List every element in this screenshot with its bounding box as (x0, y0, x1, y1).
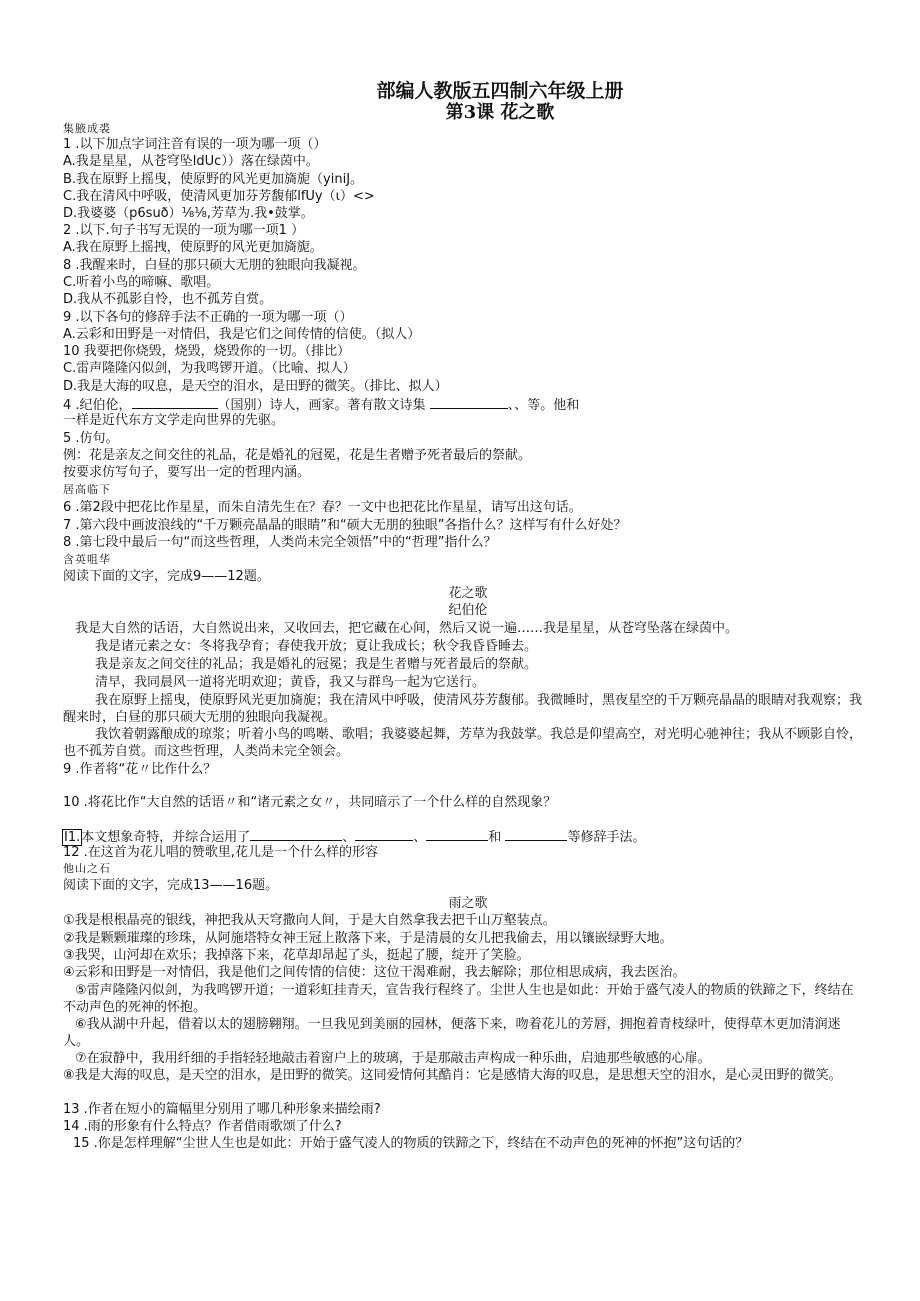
passage-2-paragraph-2: ②我是颗颗璀璨的珍珠，从阿施塔特女神王冠上散落下来，于是清晨的女儿把我偷去，用以镶嵌绿野大地。 (63, 931, 673, 946)
q11-number: I1. (64, 830, 81, 845)
passage-2-paragraph-3: ③我哭，山河却在欢乐；我掉落下来，花草却昂起了头，挺起了腰，绽开了笑脸。 (63, 948, 530, 963)
question-13: 13 .作者在短小的篇幅里分别用了哪几种形象来描绘雨? (63, 1102, 381, 1117)
question-1-option-d: D.我婆婆（p6suð）⅛⅛,芳草为.我•鼓掌。 (63, 206, 314, 221)
q11-text-b: 、 (342, 830, 356, 845)
passage-1-paragraph-5: 我在原野上摇曳，使原野风光更加旖旎；我在清风中呼吸，使清风芬芳馥郁。我微睡时，黑夜星空的千万颗亮晶晶的眼睛对我观察；我醒来时，白昼的那只硕大无朋的独眼向我凝视。 (63, 693, 863, 725)
question-6: 6 .第2段中把花比作星星，而朱自清先生在？春？一文中也把花比作星星，请写出这句话。 (63, 500, 582, 515)
passage-1-paragraph-4: 清早，我同晨风一道将光明欢迎；黄昏，我又与群鸟一起为它送行。 (95, 675, 486, 690)
question-1-option-c: C.我在清风中呼吸，使清风更加芬芳馥郁lfUy（ι）<> (63, 189, 375, 204)
q11-text-c: 、 (413, 830, 427, 845)
question-2-option-c: C.听着小鸟的啼嘛、歌唱。 (63, 275, 220, 290)
question-1-option-a: A.我是星星，从苍穹坠ldUc））落在绿茵中。 (63, 154, 319, 169)
question-5: 5 .仿句。 (63, 431, 119, 446)
question-5-instruction: 按要求仿写句子，要写出一定的哲理内涵。 (63, 465, 311, 480)
question-3-option-a: A.云彩和田野是一对情侣，我是它们之间传情的信使。（拟人） (63, 327, 421, 342)
question-5-example: 例：花是亲友之间交往的礼品，花是婚礼的冠冕，花是生者赠予死者最后的祭献。 (63, 448, 532, 463)
question-15: 15 .你是怎样理解“尘世人生也是如此：开始于盛气凌人的物质的铁蹄之下，终结在不动声色的死神的怀抱”这句话的？ (73, 1136, 749, 1151)
q11-text-a: 本文想象奇特，并综合运用了 (81, 830, 251, 845)
q4-text-a: 4 .纪伯伦， (63, 398, 132, 413)
page-title: 部编人教版五四制六年级上册 (376, 80, 624, 102)
q11-blank-3[interactable] (426, 828, 488, 841)
question-10: 10 .将花比作“大自然的话语〃和“诸元素之女〃，共同暗示了一个什么样的自然现象？ (63, 795, 557, 810)
q11-text-d: 和 (488, 830, 506, 845)
passage-1-paragraph-3: 我是亲友之间交往的礼品；我是婚礼的冠冕；我是生者赠与死者最后的祭献。 (95, 657, 538, 672)
question-3-option-b: 10 我要把你烧毁，烧毁，烧毁你的一切。（排比） (63, 344, 351, 359)
reading-instruction-2: 阅读下面的文字，完成13——16题。 (63, 878, 279, 893)
passage-2-paragraph-8: ⑧我是大海的叹息，是天空的泪水，是田野的微笑。这同爱情何其酷肖：它是感情大海的叹息，是思想天空的泪水，是心灵田野的微笑。 (63, 1068, 842, 1083)
passage-2-paragraph-7: ⑦在寂静中，我用纤细的手指轻轻地敲击着窗户上的玻璃，于是那敲击声构成一种乐曲，启迪那些敏感的心扉。 (75, 1051, 711, 1066)
section-heading-2: 居高临下 (63, 483, 111, 496)
question-2-option-d: D.我从不孤影自怜，也不孤芳自赏。 (63, 292, 273, 307)
q11-text-e: 等修辞手法。 (567, 830, 646, 845)
passage-2-paragraph-4: ④云彩和田野是一对情侣，我是他们之间传情的信使：这位干渴难耐，我去解除；那位相思成病，我去医治。 (63, 965, 686, 980)
question-2: 2 .以下.句子书写无误的一项为哪一项1 ） (63, 223, 305, 238)
passage-1-paragraph-2: 我是诸元素之女：冬将我孕育；春使我开放；夏让我成长；秋令我昏昏睡去。 (95, 639, 538, 654)
passage-1-paragraph-1: 我是大自然的话语，大自然说出来，又收回去，把它藏在心间，然后又说一遍……我是星星，从苍穹坠落在绿茵中。 (75, 621, 739, 636)
section-heading-4: 他山之石 (63, 862, 111, 875)
q4-text-c: 、、等。他和 (507, 398, 580, 413)
question-11 (63, 828, 645, 846)
q4-blank-1[interactable] (132, 396, 218, 409)
question-9: 9 .作者将“花〃比作什么？ (63, 762, 217, 777)
section-heading-1: 集腋成裘 (63, 122, 111, 135)
question-1: 1 .以下加点字词注音有误的一项为哪一项（） (63, 137, 327, 152)
q4-blank-2[interactable] (430, 396, 508, 409)
question-14: 14 .雨的形象有什么特点？作者借雨歌颂了什么? (63, 1119, 342, 1134)
passage-1-paragraph-6: 我饮着朝露酿成的琼浆；听着小鸟的鸣啭、歌唱；我婆婆起舞，芳草为我鼓掌。我总是仰望高空，对光明心驰神往；我从不顾影自怜，也不孤芳自赏。而这些哲理，人类尚未完全领会。 (63, 727, 863, 759)
section-heading-3: 含英咀华 (63, 553, 111, 566)
passage-2-paragraph-1: ①我是根根晶亮的银线，神把我从天穹撒向人间，于是大自然拿我去把千山万壑装点。 (63, 913, 556, 928)
question-2-option-a: A.我在原野上摇拽，使原野的风光更加旖旎。 (63, 240, 323, 255)
passage-1-title: 花之歌 (448, 586, 488, 601)
passage-2-title: 雨之歌 (448, 896, 488, 911)
question-4-continued: 一样是近代东方文学走向世界的先驱。 (63, 413, 285, 428)
passage-2-paragraph-6: ⑥我从湖中升起，借着以太的翅膀翱翔。一旦我见到美丽的园林，便落下来，吻着花儿的芳唇，拥抱着青枝绿叶，使得草木更加清润迷人。 (63, 1017, 841, 1049)
q4-text-b: （国别）诗人，画家。著有散文诗集 (217, 398, 430, 413)
question-8: 8 .第七段中最后一句“而这些哲理，人类尚未完全领悟”中的“哲理”指什么？ (63, 535, 497, 550)
question-12: 12 .在这首为花儿唱的赞歌里,花儿是一个什么样的形容 (63, 845, 378, 860)
q11-blank-4[interactable] (505, 828, 567, 841)
q11-blank-1[interactable] (250, 828, 342, 841)
question-1-option-b: B.我在原野上摇曳，使原野的风光更加旖旎（yiniJ。 (63, 172, 364, 187)
question-4 (63, 396, 579, 414)
question-2-option-b: 8 .我醒来时，白昼的那只硕大无朋的独眼向我凝视。 (63, 258, 366, 273)
reading-instruction-1: 阅读下面的文字，完成9——12题。 (63, 569, 270, 584)
passage-1-author: 纪伯伦 (448, 603, 488, 618)
question-3-option-c: C.雷声隆隆闪似剑，为我鸣锣开道。（比喻、拟人） (63, 361, 356, 376)
question-3-option-d: D.我是大海的叹息，是天空的泪水，是田野的微笑。（排比、拟人） (63, 379, 448, 394)
q11-blank-2[interactable] (355, 828, 413, 841)
lesson-title: 第3课 花之歌 (445, 102, 555, 123)
question-7: 7 .第六段中画波浪线的“千万颗亮晶晶的眼睛”和“硕大无朋的独眼”各指什么？这样写有什么好处？ (63, 518, 627, 533)
question-3: 9 .以下各句的修辞手法不正确的一项为哪一项（） (63, 310, 353, 325)
passage-2-paragraph-5: ⑤雷声隆隆闪似剑，为我鸣锣开道；一道彩虹挂青天，宣告我行程终了。尘世人生也是如此：开始于盛气凌人的物质的铁蹄之下，终结在不动声色的死神的怀抱。 (63, 983, 854, 1015)
